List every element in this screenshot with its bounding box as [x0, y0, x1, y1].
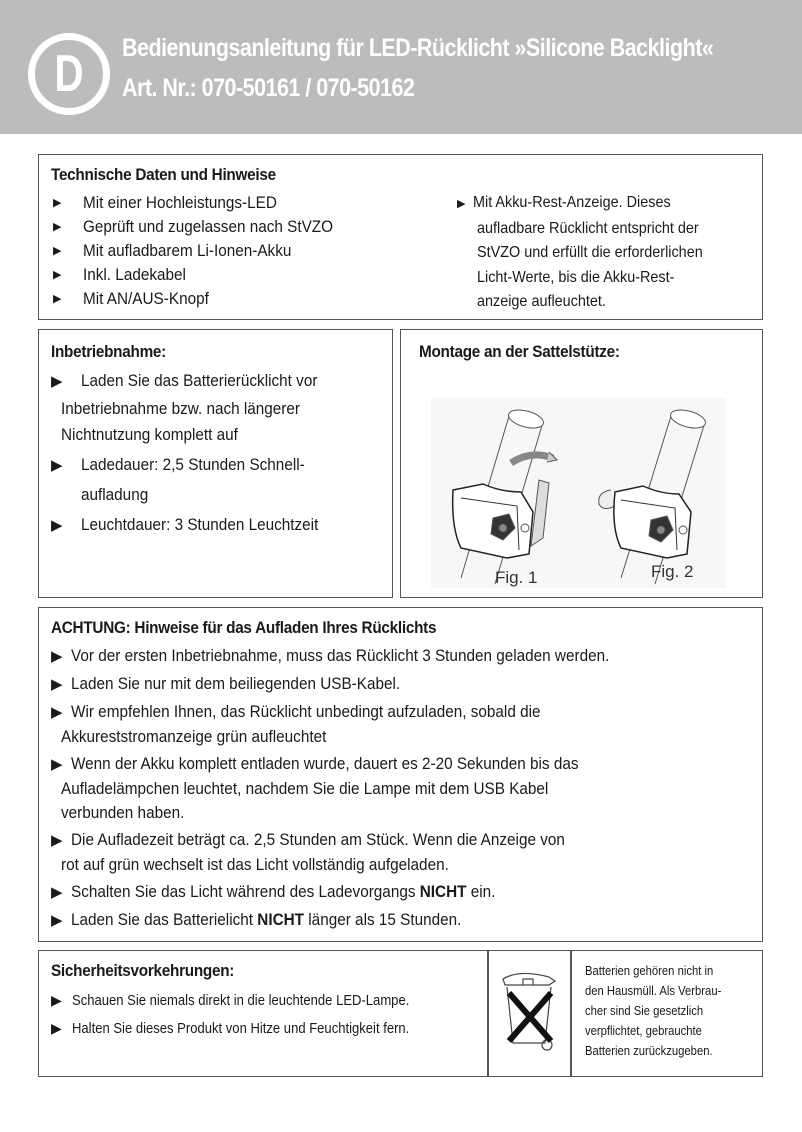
bullet-triangle-icon: ▶ — [51, 373, 63, 390]
bullet-triangle-icon: ▶ — [51, 648, 63, 665]
list-item: ▶ Wir empfehlen Ihnen, das Rücklicht unbedingt aufzuladen, sobald die Akkureststromanzeige grün aufleuchtet — [51, 702, 541, 746]
list-item: ▶ Laden Sie nur mit dem beiliegenden USB-Kabel. — [51, 674, 400, 693]
list-item: ▶ Schalten Sie das Licht während des Ladevorgangs NICHT ein. — [51, 882, 495, 901]
bullet-triangle-icon: ▶ — [53, 293, 62, 305]
figure-2-label: Fig. 2 — [651, 562, 694, 581]
column-divider — [570, 951, 572, 1076]
section-title: Inbetriebnahme: — [51, 342, 166, 361]
mounting-illustration — [421, 388, 741, 593]
section-title: ACHTUNG: Hinweise für das Aufladen Ihres Rücklichts — [51, 618, 437, 637]
charging-warning-list — [51, 644, 669, 936]
list-item: ▶ Schauen Sie niemals direkt in die leuchtende LED-Lampe. — [51, 992, 410, 1009]
safety-list — [51, 987, 447, 1043]
list-item: ▶ Inkl. Ladekabel — [51, 263, 361, 287]
list-item: ▶ Halten Sie dieses Produkt von Hitze und Feuchtigkeit fern. — [51, 1020, 410, 1037]
article-number: Art. Nr.: 070-50161 / 070-50162 — [122, 74, 415, 102]
commissioning-section — [38, 329, 393, 598]
bullet-triangle-icon: ▶ — [51, 912, 63, 929]
bullet-triangle-icon: ▶ — [51, 756, 63, 773]
technical-list — [51, 191, 361, 311]
section-title: Technische Daten und Hinweise — [51, 165, 276, 184]
crossed-out-wheelie-bin-icon — [489, 951, 571, 1075]
bullet-triangle-icon: ▶ — [53, 269, 62, 281]
list-item: ▶ Geprüft und zugelassen nach StVZO — [51, 215, 361, 239]
mounting-section — [400, 329, 763, 598]
bullet-triangle-icon: ▶ — [51, 992, 62, 1008]
bullet-triangle-icon: ▶ — [51, 516, 63, 534]
bullet-triangle-icon: ▶ — [53, 221, 62, 233]
technical-data-section — [38, 154, 763, 320]
section-title: Sicherheitsvorkehrungen: — [51, 961, 235, 980]
bullet-triangle-icon: ▶ — [457, 198, 466, 210]
battery-disposal-cell — [489, 951, 571, 1076]
safety-section — [38, 950, 763, 1077]
bullet-triangle-icon: ▶ — [51, 704, 63, 721]
list-item: ▶ Laden Sie das Batterielicht NICHT länger als 15 Stunden. — [51, 910, 461, 929]
logo-letter: D — [54, 45, 84, 103]
section-title: Montage an der Sattelstütze: — [419, 342, 620, 361]
header-banner — [0, 0, 802, 134]
document-title: Bedienungsanleitung für LED-Rücklicht »Silicone Backlight« — [122, 34, 714, 62]
bullet-triangle-icon: ▶ — [51, 456, 63, 474]
emphasis-not: NICHT — [256, 910, 304, 929]
figure-1-label: Fig. 1 — [495, 568, 538, 587]
battery-disposal-notice: Batterien gehören nicht in den Hausmüll. Als Verbrau- cher sind Sie gesetzlich verpflichtet, gebrauchte Batterien zurückzugeben. — [585, 964, 722, 1058]
list-item: ▶ Wenn der Akku komplett entladen wurde, dauert es 2-20 Sekunden bis das Aufladelämpchen leuchtet, nachdem Sie die Lampe mit dem USB Kabel verbunden haben. — [51, 754, 579, 822]
bullet-triangle-icon: ▶ — [51, 832, 63, 849]
list-item: ▶ Die Aufladezeit beträgt ca. 2,5 Stunden am Stück. Wenn die Anzeige von rot auf grün wechselt ist das Licht vollständig aufgeladen. — [51, 830, 565, 874]
commissioning-list: ▶ Laden Sie das Batterierücklicht vor Inbetriebnahme bzw. nach längerer Nichtnutzung komplett auf ▶ Ladedauer: 2,5 Stunden Schnell- aufladung ▶ Leuchtdauer: 3 Stunden Leuchtzeit — [51, 368, 345, 539]
bullet-triangle-icon: ▶ — [51, 1020, 62, 1036]
language-d-logo-icon — [28, 33, 110, 115]
list-item: ▶ Mit einer Hochleistungs-LED — [51, 191, 361, 215]
list-item: ▶ Vor der ersten Inbetriebnahme, muss das Rücklicht 3 Stunden geladen werden. — [51, 646, 609, 665]
charging-warning-section — [38, 607, 763, 942]
bullet-triangle-icon: ▶ — [53, 197, 62, 209]
battery-indicator-note: ▶ Mit Akku-Rest-Anzeige. Dieses aufladbare Rücklicht entspricht der StVZO und erfüllt die erforderlichen Licht-Werte, bis die Akku-Rest- anzeige aufleuchtet. — [457, 194, 703, 310]
bullet-triangle-icon: ▶ — [51, 884, 63, 901]
bullet-triangle-icon: ▶ — [53, 245, 62, 257]
emphasis-not: NICHT — [419, 882, 467, 901]
list-item: ▶ Mit aufladbarem Li-Ionen-Akku — [51, 239, 361, 263]
bullet-triangle-icon: ▶ — [51, 676, 63, 693]
list-item: ▶ Mit AN/AUS-Knopf — [51, 287, 361, 311]
